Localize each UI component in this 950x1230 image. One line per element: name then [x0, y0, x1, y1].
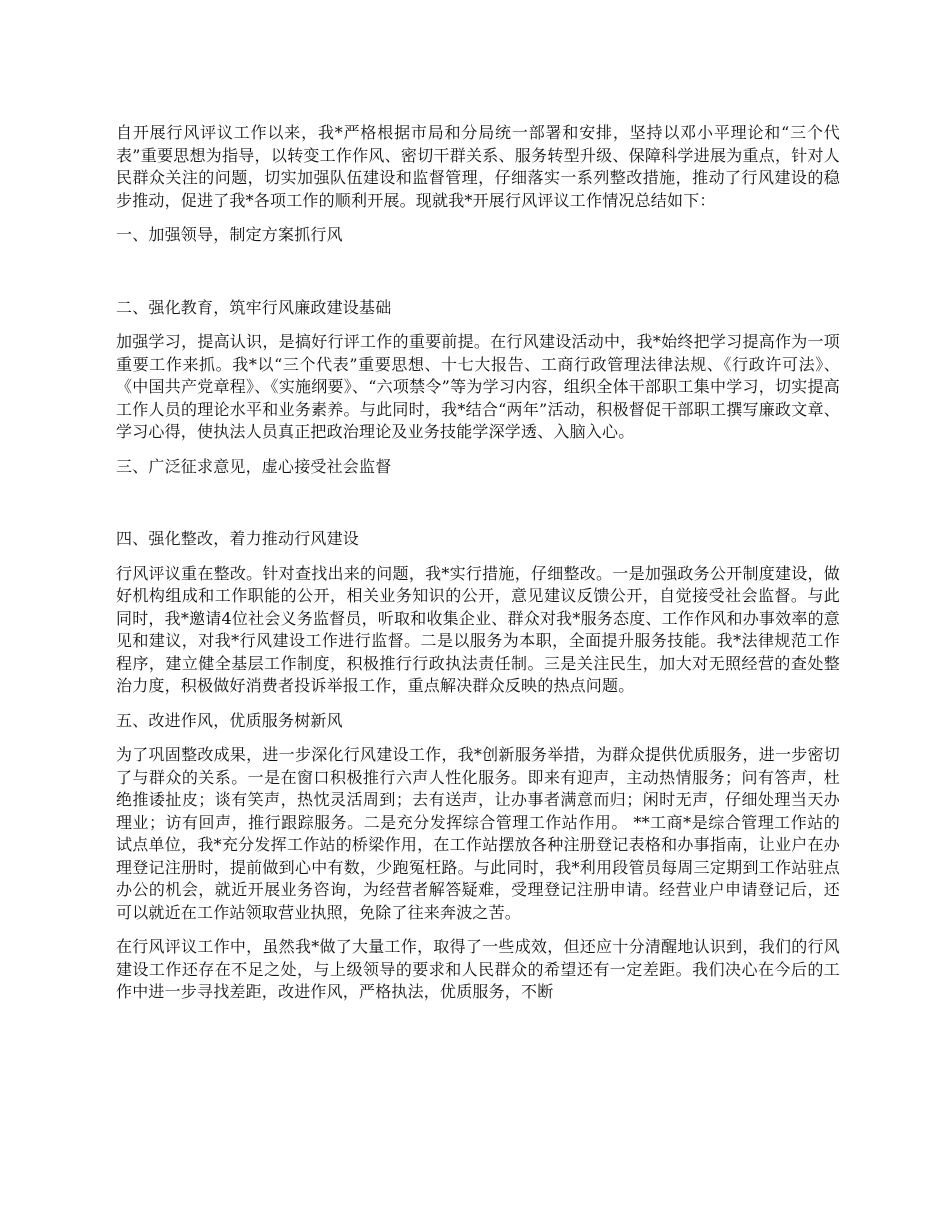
- section-heading-4: 四、强化整改，着力推动行风建设: [116, 529, 360, 548]
- section-2-paragraph: 加强学习，提高认识，是搞好行评工作的重要前提。在行风建设活动中，我*始终把学习提高作为一项重要工作来抓。我*以“三个代表”重要思想、十七大报告、工商行政管理法律法规、《行政许可法》、《中国共产党章程》、《实施纲要》、“六项禁令”等为学习内容，组织全体干部职工集中学习，切实提高工作人员的理论水平和业务素养。与此同时，我*结合“两年”活动，积极督促干部职工撰写廉政文章、学习心得，使执法人员真正把政治理论及业务技能学深学透、入脑入心。: [116, 332, 840, 441]
- section-heading-5: 五、改进作风，优质服务树新风: [116, 710, 343, 730]
- section-heading-2: 二、强化教育，筑牢行风廉政建设基础: [116, 297, 392, 317]
- document-page: [116, 122, 840, 1016]
- section-heading-1: 一、加强领导，制定方案抓行风: [116, 225, 343, 244]
- section-heading-3: 三、广泛征求意见，虚心接受社会监督: [116, 456, 392, 476]
- section-5-paragraph: 为了巩固整改成果，进一步深化行风建设工作，我*创新服务举措，为群众提供优质服务，进一步密切了与群众的关系。一是在窗口积极推行六声人性化服务。即来有迎声，主动热情服务；问有答声，杜绝推诿扯皮；谈有笑声，热忱灵活周到；去有送声，让办事者满意而归；闲时无声，仔细处理当天办理业；访有回声，推行跟踪服务。二是充分发挥综合管理工作站作用。 **工商*是综合管理工作站的试点单位，我*充分发挥工作站的桥梁作用，在工作站摆放各种注册登记表格和办事指南，让业户在办理登记注册时，提前做到心中有数，少跑冤枉路。与此同时，我*利用段管员每周三定期到工作站驻点办公的机会，就近开展业务咨询，为经营者解答疑难，受理登记注册申请。经营业户申请登记后，还可以就近在工作站领取营业执照，免除了往来奔波之苦。: [116, 745, 840, 922]
- intro-paragraph: 自开展行风评议工作以来，我*严格根据市局和分局统一部署和安排，坚持以邓小平理论和“三个代表”重要思想为指导，以转变工作作风、密切干群关系、服务转型升级、保障科学进展为重点，针对人民群众关注的问题，切实加强队伍建设和监督管理，仔细落实一系列整改措施，推动了行风建设的稳步推动，促进了我*各项工作的顺利开展。现就我*开展行风评议工作情况总结如下：: [116, 123, 840, 210]
- section-4-paragraph: 行风评议重在整改。针对查找出来的问题，我*实行措施，仔细整改。一是加强政务公开制度建设，做好机构组成和工作职能的公开，相关业务知识的公开，意见建议反馈公开，自觉接受社会监督。与此同时，我*邀请4位社会义务监督员，听取和收集企业、群众对我*服务态度、工作作风和办事效率的意见和建议，对我*行风建设工作进行监督。二是以服务为本职，全面提升服务技能。我*法律规范工作程序，建立健全基层工作制度，积极推行行政执法责任制。三是关注民生，加大对无照经营的查处整治力度，积极做好消费者投诉举报工作，重点解决群众反映的热点问题。: [116, 563, 840, 695]
- closing-paragraph: 在行风评议工作中，虽然我*做了大量工作，取得了一些成效，但还应十分清醒地认识到，我们的行风建设工作还存在不足之处，与上级领导的要求和人民群众的希望还有一定差距。我们决心在今后的工作中进一步寻找差距，改进作风，严格执法，优质服务，不断: [116, 937, 840, 1001]
